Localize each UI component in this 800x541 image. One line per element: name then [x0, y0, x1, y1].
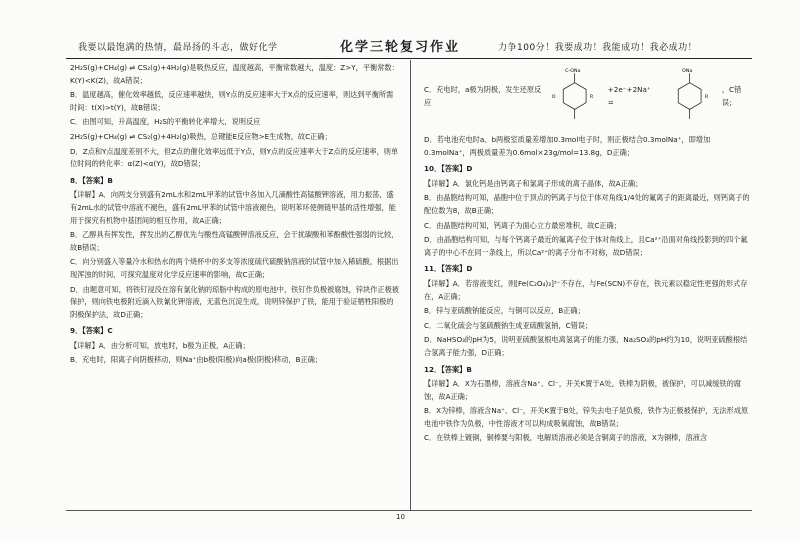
- reaction-equation: [424, 62, 754, 132]
- right-column: [424, 62, 754, 447]
- column-divider: [410, 60, 411, 510]
- left-para: C．向分别盛入等量冷水和热水的两个烧杯中的多支等浓度硫代硫酸钠溶液的试管中加入稀硫酸，根据出现浑浊的时间，可探究温度对化学反应速率的影响，故C正确；: [70, 257, 399, 279]
- left-para: 2H₂S(g)+CH₄(g) ⇌ CS₂(g)+4H₂(g)是吸热反应，温度越高，平衡常数越大，温度：Z>Y，平衡常数：K(Y)<K(Z)，故A错误；: [70, 63, 399, 85]
- reaction-intro: C．充电时，a极为阴极，发生还原反应: [424, 85, 542, 107]
- right-para: D．由晶胞结构可知，与每个钙离子最近的氟离子位于体对角线上，且Ca²⁺沿面对角线投影到的四个氟离子的中心不在同一条线上，所以Ca²⁺的离子分布不对称，故D错误；: [424, 235, 748, 257]
- right-para: B．锌与亚硫酸钠能反应，与铜可以反应，B正确；: [424, 306, 585, 316]
- left-para: B．乙醇具有挥发性，挥发出的乙醇优先与酸性高锰酸钾溶液反应，会干扰碳酸和苯酚酸性强弱的比较，故B错误；: [70, 230, 399, 252]
- left-para: D．由题意可知，将铁钉浸没在溶有氯化钠的琼脂中构成的原电池中，铁钉作负极被腐蚀，锌块作正极被保护，则向铁电极附近滴入铁氰化钾溶液，无蓝色沉淀生成，说明锌保护了铁，能用于验证牺牲阳极的阴极保护法，故D正确；: [70, 284, 399, 319]
- answer-heading: 9．【答案】C: [70, 326, 113, 336]
- footer-divider: [66, 510, 752, 511]
- header-right-motto: 力争100分！我要成功！我能成功！我必成功！: [498, 43, 698, 53]
- right-para: 【详解】A．氯化钙是由钙离子和氯离子形成的离子晶体，故A正确；: [424, 178, 643, 188]
- header-left-motto: 我要以最饱满的热情，最昂扬的斗志，做好化学: [78, 43, 278, 53]
- header-divider: [66, 58, 752, 59]
- left-column: [70, 62, 400, 369]
- right-para: D．若电池充电时a、b两极室质量差增加0.3mol电子时，则正极结合0.3molNa⁺，即增加0.3molNa⁺，两极质量差为0.6mol×23g/mol=13.8g，D正确；: [424, 135, 711, 157]
- reaction-tail: ，C错误；: [721, 85, 742, 107]
- quinone-structure-diagram: [548, 64, 601, 130]
- right-para: B．X为锌棒，溶液含Na⁺、Cl⁻，开关K置于B处，锌失去电子是负极，铁作为正极被保护，无法形成原电池中铁作为负极，中性溶液才可以构成吸氧腐蚀，故B错误；: [424, 406, 749, 428]
- right-para: D．NaHSO₃的pH为5，说明亚硫酸氢根电离氢离子的能力强，Na₂SO₃的pH约为10，说明亚硫酸根结合氢离子能力强，D正确；: [424, 335, 748, 357]
- page-title: 化学三轮复习作业: [340, 40, 461, 55]
- left-para: 【详解】A．由分析可知，放电时，b极为正极，A正确；: [70, 340, 250, 350]
- reaction-middle: +2e⁻+2Na⁺ =: [607, 85, 651, 107]
- right-para: B．由晶胞结构可知，晶胞中位于顶点的钙离子与位于体对角线1/4处的氟离子的距离最近，则钙离子的配位数为8，故B正确；: [424, 193, 750, 215]
- page-header: [0, 0, 800, 58]
- right-para: C．由晶胞结构可知，钙离子为面心立方最密堆积，故C正确；: [424, 220, 621, 230]
- answer-heading: 8．【答案】B: [70, 175, 113, 185]
- label-r: R: [590, 94, 594, 100]
- left-para: B．温度越高，催化效率越低，反应速率越快，则Y点的反应速率大于X点的反应速率，则达到平衡所需时间：t(X)>t(Y)，故B错误；: [70, 90, 394, 112]
- answer-heading: 10．【答案】D: [424, 164, 473, 174]
- left-para: C．由图可知，升高温度，H₂S的平衡转化率增大，说明反应: [70, 117, 261, 127]
- hydroquinone-structure-diagram: [663, 64, 716, 130]
- answer-heading: 11．【答案】D: [424, 264, 473, 274]
- left-para: D．Z点和Y点温度差别不大，但Z点的催化效率远低于Y点，则Y点的反应速率大于Z点的反应速率，则单位时间的转化率：α(Z)<α(Y)，故D错误；: [70, 146, 399, 169]
- left-para: 【详解】A．向两支分别盛有2mL水和2mL甲苯的试管中各加入几滴酸性高锰酸钾溶液，用力振荡，盛有2mL水的试管中溶液不褪色，盛有2mL甲苯的试管中溶液褪色，说明苯环使侧链甲基的活性增强，能用于探究有机物中基团间的相互作用，故A正确；: [70, 190, 396, 225]
- page-number: 10: [396, 513, 405, 521]
- right-para: 【详解】A．X为石墨棒，溶液含Na⁺、Cl⁻，开关K置于A处，铁棒为阴极，被保护，可以减缓铁的腐蚀，故A正确；: [424, 379, 741, 401]
- label-ona: ONa: [681, 69, 692, 75]
- left-para: B．充电时，阳离子向阴极移动，则Na⁺由b极(阳极)向a极(阴极)移动，B正确；: [70, 355, 323, 365]
- right-para: C．在铁棒上镀铜，铜棒要与阳极，电解质溶液必须是含铜离子的溶液，X为铜棒，溶液含: [424, 433, 708, 443]
- answer-heading: 12．【答案】B: [424, 364, 472, 374]
- label-r: R: [704, 94, 708, 100]
- right-para: C．二氧化硫会与氢硫酸钠生成亚硫酸氢钠，C错误；: [424, 320, 593, 330]
- left-para: 2H₂S(g)+CH₄(g) ⇌ CS₂(g)+4H₂(g)吸热，总键能E反应物>E生成物，故C正确；: [70, 131, 332, 141]
- label-o: O: [552, 94, 556, 100]
- right-para: 【详解】A．若溶液变红，则[Fe(C₂O₄)₃]³⁻不存在，与Fe(SCN)不存在，铁元素以稳定性更强的形式存在，A正确；: [424, 278, 748, 301]
- label-cona: C-ONa: [565, 69, 581, 75]
